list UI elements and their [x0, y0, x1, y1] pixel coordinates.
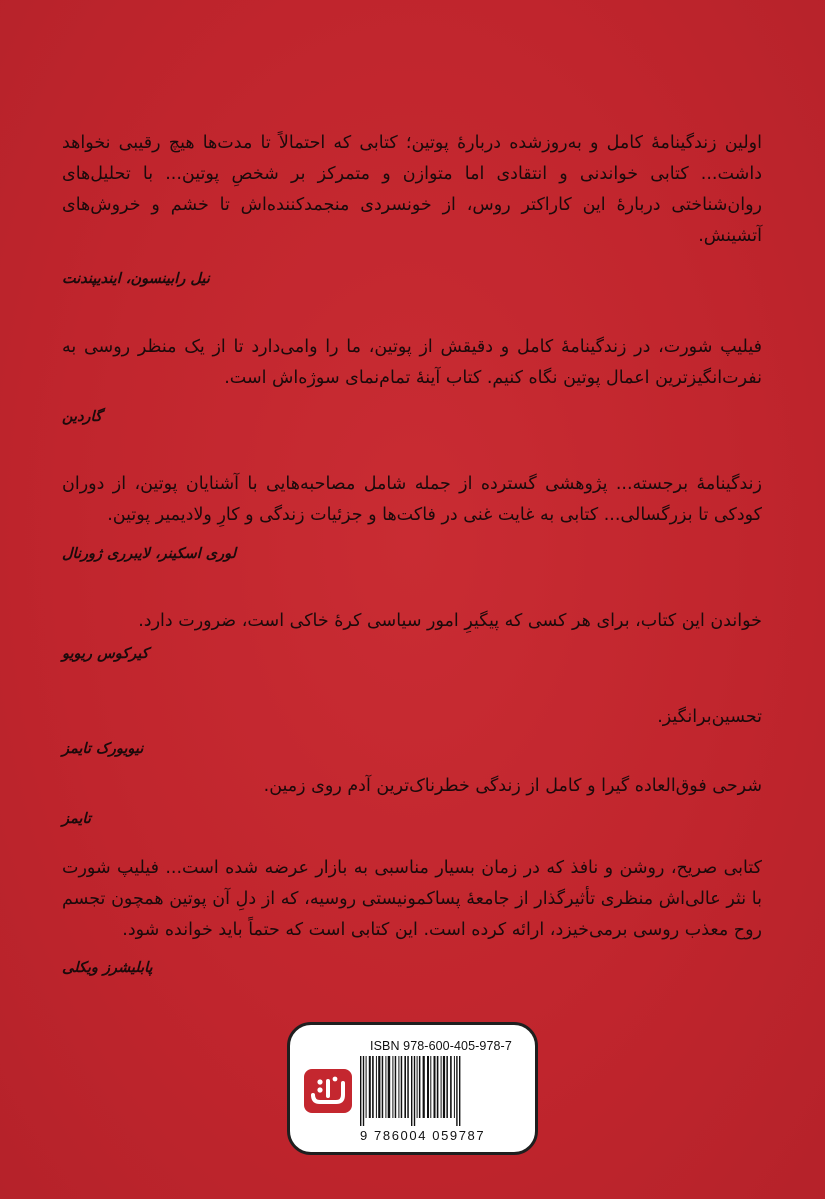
review-quote-3: زندگینامهٔ برجسته... پژوهشی گسترده از جمله شامل مصاحبه‌هایی با آشنایان پوتین، از دوران کودکی تا بزرگسالی... کتابی به غایت غنی در فاکت‌ها و جزئیات زندگی و کارِ ولادیمیر پوتین.: [62, 474, 762, 525]
review-quote-7: کتابی صریح، روشن و نافذ که در زمان بسیار مناسبی به بازار عرضه شده است... فیلیپ شورت با نثر عالی‌اش منظری تأثیرگذار از جامعهٔ پساکمونیستی روسیه، که از دلِ آن پوتین همچون تجسم روح معذب روسی برمی‌خیزد، ارائه کرده است. این کتابی است که حتماً باید خوانده شود.: [62, 858, 762, 940]
ean-number: 9 786004 059787: [360, 1128, 486, 1143]
review-source-3: لوری اسکینر، لایبرری ژورنال: [62, 546, 237, 562]
review-source-5: نیویورک تایمز: [62, 741, 144, 757]
review-quote-1: اولین زندگینامهٔ کامل و به‌روزشده دربارهٔ پوتین؛ کتابی که احتمالاً تا مدت‌ها هیچ رقیبی نخواهد داشت... کتابی خواندنی و انتقادی اما متوازن و متمرکز بر شخصِ پوتین... با تحلیل‌های روان‌شناختی دربارهٔ این کاراکتر روس، از خونسردی منجمدکننده‌اش تا خشم و خروش‌های آتشینش.: [62, 133, 762, 246]
review-quote-2: فیلیپ شورت، در زندگینامهٔ کامل و دقیقش از پوتین، ما را وامی‌دارد تا از یک منظر روسی به نفرت‌انگیزترین اعمال پوتین نگاه کنیم. کتاب آینهٔ تمام‌نمای سوژه‌اش است.: [62, 337, 762, 388]
review-source-7: پابلیشرز ویکلی: [62, 960, 153, 976]
review-source-6: تایمز: [62, 811, 91, 827]
isbn-text: ISBN 978-600-405-978-7: [370, 1039, 512, 1053]
review-quote-5: تحسین‌برانگیز.: [657, 707, 762, 727]
review-quote-6: شرحی فوق‌العاده گیرا و کامل از زندگی خطرناک‌ترین آدم روی زمین.: [263, 776, 762, 796]
review-source-4: کیرکوس ریویو: [62, 646, 149, 662]
review-quote-4: خواندن این کتاب، برای هر کسی که پیگیرِ امور سیاسی کرهٔ خاکی است، ضرورت دارد.: [138, 611, 762, 631]
publisher-logo: [304, 1069, 352, 1113]
barcode-icon: [356, 1056, 524, 1126]
barcode-label: [287, 1022, 538, 1155]
review-source-2: گاردین: [62, 409, 102, 425]
review-source-1: نیل رابینسون، ایندیپندنت: [62, 271, 210, 287]
